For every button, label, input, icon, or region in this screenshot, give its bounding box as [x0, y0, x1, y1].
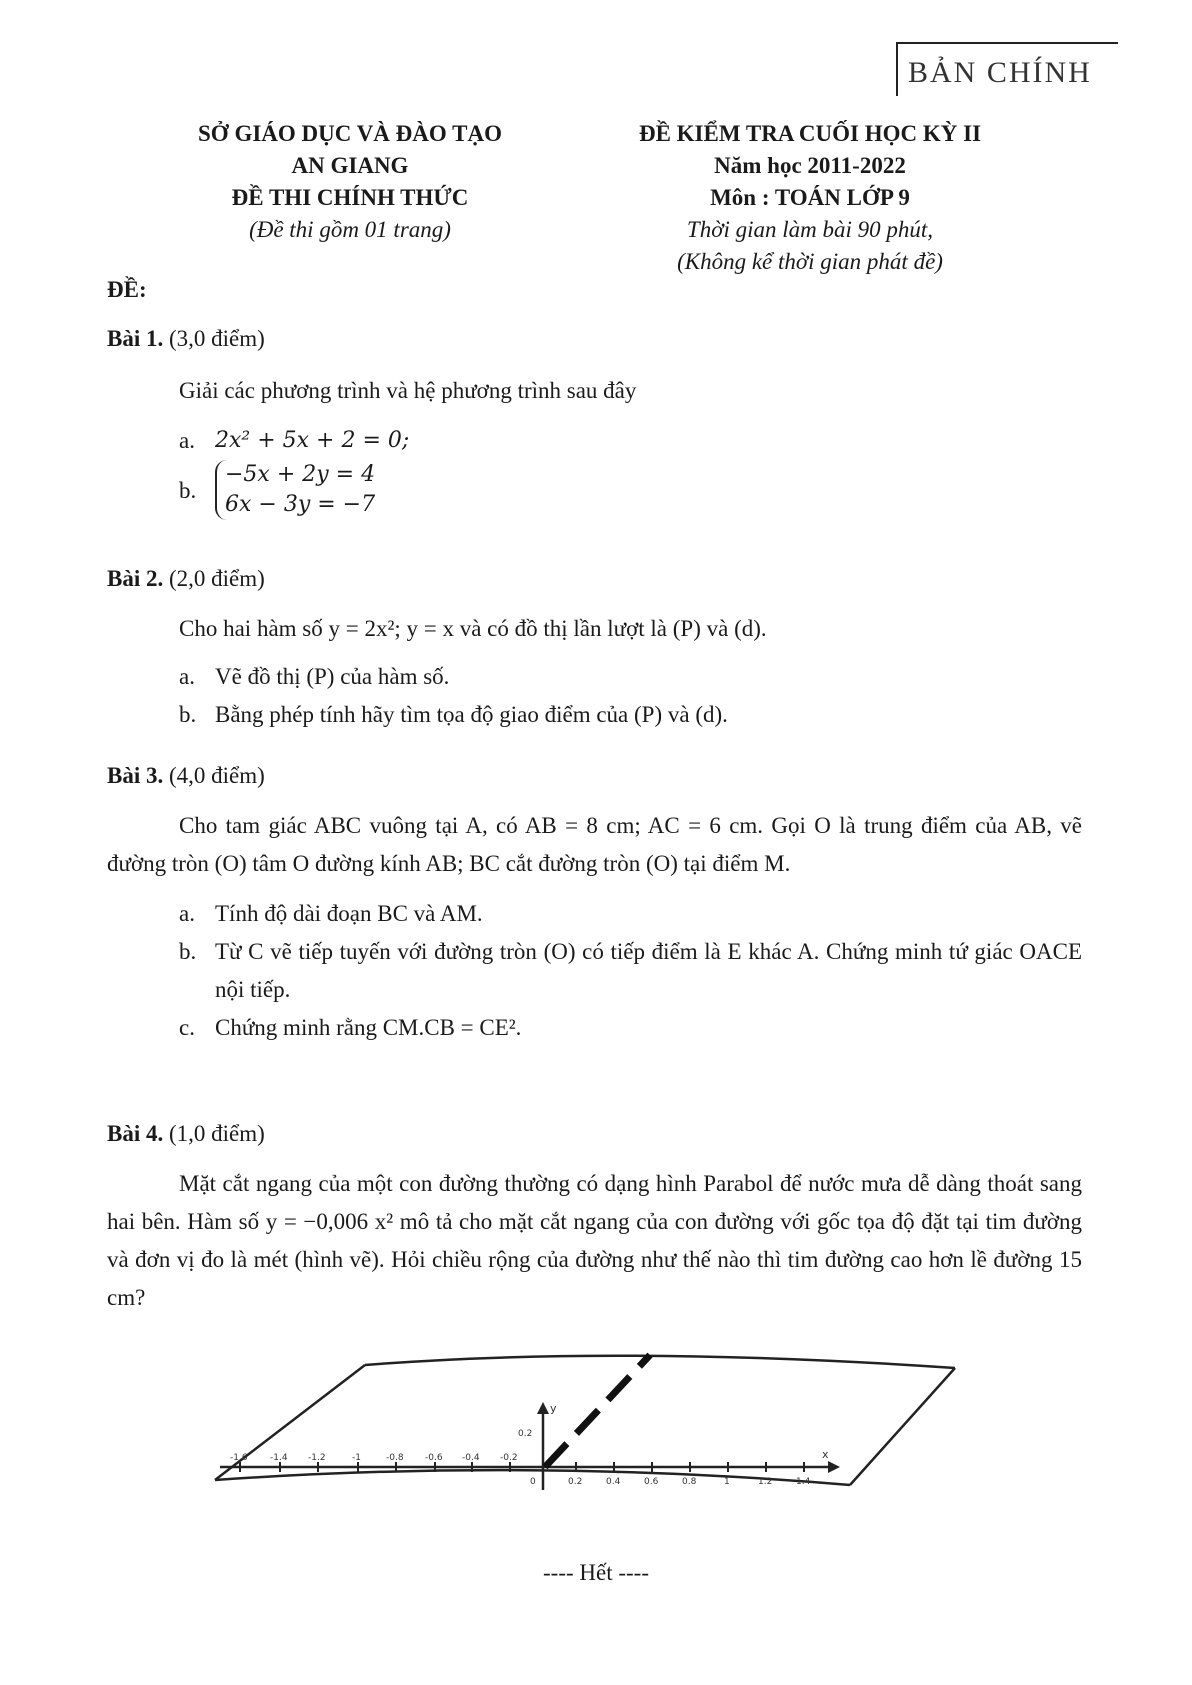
x-axis-label: x: [822, 1448, 829, 1461]
road-centerline: [545, 1355, 650, 1467]
problem-1-intro: Giải các phương trình và hệ phương trình sau đây: [179, 378, 637, 403]
subject-line: Môn : TOÁN LỚP 9: [710, 185, 910, 210]
part-a-label: a.: [179, 664, 195, 689]
time-note: (Không kể thời gian phát đề): [677, 249, 943, 274]
x-tick-label: 0.4: [606, 1477, 621, 1487]
x-tick-label: -0.8: [386, 1453, 404, 1463]
problem-1-points: (3,0 điểm): [168, 326, 265, 351]
part-c-text: Chứng minh rằng CM.CB = CE².: [215, 1015, 522, 1040]
problem-3-title: Bài 3.: [107, 763, 164, 788]
x-tick-label: -1: [352, 1453, 361, 1463]
y-axis-arrow-icon: [537, 1402, 549, 1414]
problem-3: [107, 757, 1082, 1047]
page-count-note: (Đề thi gồm 01 trang): [249, 217, 451, 242]
province-name: AN GIANG: [291, 153, 409, 178]
problem-2-heading: [107, 560, 1082, 598]
problem-4-heading: [107, 1115, 1082, 1153]
x-tick-label: -1.6: [230, 1453, 248, 1463]
x-tick-label: 1.2: [758, 1477, 773, 1487]
x-tick-label: -0.4: [462, 1453, 480, 1463]
x-tick-label: -0.6: [425, 1453, 443, 1463]
part-a-text: Vẽ đồ thị (P) của hàm số.: [215, 664, 450, 689]
part-b-label: b.: [179, 939, 197, 964]
part-b-text: Từ C vẽ tiếp tuyến với đường tròn (O) có tiếp điểm là E khác A. Chứng minh tứ giác OACE nội tiếp.: [215, 939, 1082, 1002]
x-tick-label: -0.2: [500, 1453, 518, 1463]
problem-4-points: (1,0 điểm): [168, 1121, 265, 1146]
problem-1-part-a: [107, 422, 1082, 460]
official-exam-label: ĐỀ THI CHÍNH THỨC: [231, 185, 469, 210]
part-a-label: a.: [179, 901, 195, 926]
problem-4-title: Bài 4.: [107, 1121, 164, 1146]
problem-1: [107, 320, 1082, 520]
problem-3-part-c: [107, 1009, 1082, 1047]
x-tick-label: 0.6: [644, 1477, 659, 1487]
part-a-equation: 2x² + 5x + 2 = 0;: [215, 428, 410, 453]
end-of-exam: ---- Hết ----: [543, 1560, 649, 1585]
problem-2-title: Bài 2.: [107, 566, 164, 591]
system-equation-1: −5x + 2y = 4: [225, 462, 376, 487]
part-b-label: b.: [179, 702, 197, 727]
x-tick-label: 0.8: [682, 1477, 697, 1487]
road-top-edge: [365, 1356, 955, 1368]
x-tick-label: 1: [724, 1477, 730, 1487]
problem-4-text: Mặt cắt ngang của một con đường thường có dạng hình Parabol để nước mưa dễ dàng thoát sang hai bên. Hàm số y = −0,006 x² mô tả cho mặt cắt ngang của con đường với gốc tọa độ đặt tại tim đường và đơn vị đo là mét (hình vẽ). Hỏi chiều rộng của đường như thế nào thì tim đường cao hơn lề đường 15 cm?: [107, 1171, 1082, 1310]
x-tick-label: -1.2: [308, 1453, 326, 1463]
x-axis-arrow-icon: [828, 1461, 840, 1473]
road-cross-section-figure: [200, 1340, 980, 1525]
x-tick-label: 1.4: [796, 1477, 811, 1487]
problem-3-points: (4,0 điểm): [168, 763, 265, 788]
problem-2-part-b: [107, 696, 1082, 734]
x-tick-label: 0.2: [568, 1477, 583, 1487]
time-allowed: Thời gian làm bài 90 phút,: [686, 217, 934, 242]
y-axis-label: y: [550, 1402, 557, 1415]
department-name: SỞ GIÁO DỤC VÀ ĐÀO TẠO: [198, 121, 502, 146]
problem-3-part-a: [107, 895, 1082, 933]
problem-1-heading: [107, 320, 1082, 358]
problem-2-part-a: [107, 658, 1082, 696]
system-equation-2: 6x − 3y = −7: [225, 492, 376, 517]
x-tick-label: -1.4: [270, 1453, 288, 1463]
exam-title: ĐỀ KIỂM TRA CUỐI HỌC KỲ II: [638, 121, 982, 146]
part-a-label: a.: [179, 428, 195, 453]
problem-2-intro: Cho hai hàm số y = 2x²; y = x và có đồ thị lần lượt là (P) và (d).: [179, 616, 767, 641]
problem-2: [107, 560, 1082, 734]
exam-label: ĐỀ:: [107, 277, 147, 302]
problem-3-heading: [107, 757, 1082, 795]
part-a-text: Tính độ dài đoạn BC và AM.: [215, 901, 483, 926]
problem-4: [107, 1115, 1082, 1317]
problem-1-part-b: [107, 460, 1082, 520]
problem-3-part-b: [107, 933, 1082, 1009]
y-tick-label: 0.2: [518, 1429, 533, 1439]
problem-1-title: Bài 1.: [107, 326, 164, 351]
problem-3-intro: Cho tam giác ABC vuông tại A, có AB = 8 cm; AC = 6 cm. Gọi O là trung điểm của AB, vẽ đường tròn (O) tâm O đường kính AB; BC cắt đường tròn (O) tại điểm M.: [107, 813, 1082, 876]
origin-label: 0: [530, 1477, 536, 1487]
header-left: [140, 118, 560, 246]
equation-system: [215, 460, 375, 520]
header-right: [590, 118, 1030, 278]
part-b-label: b.: [179, 478, 197, 503]
school-year: Năm học 2011-2022: [714, 153, 906, 178]
problem-2-points: (2,0 điểm): [168, 566, 265, 591]
road-right-edge: [850, 1368, 955, 1485]
part-c-label: c.: [179, 1015, 195, 1040]
part-b-text: Bằng phép tính hãy tìm tọa độ giao điểm của (P) và (d).: [215, 702, 728, 727]
official-copy-stamp: BẢN CHÍNH: [896, 42, 1118, 96]
